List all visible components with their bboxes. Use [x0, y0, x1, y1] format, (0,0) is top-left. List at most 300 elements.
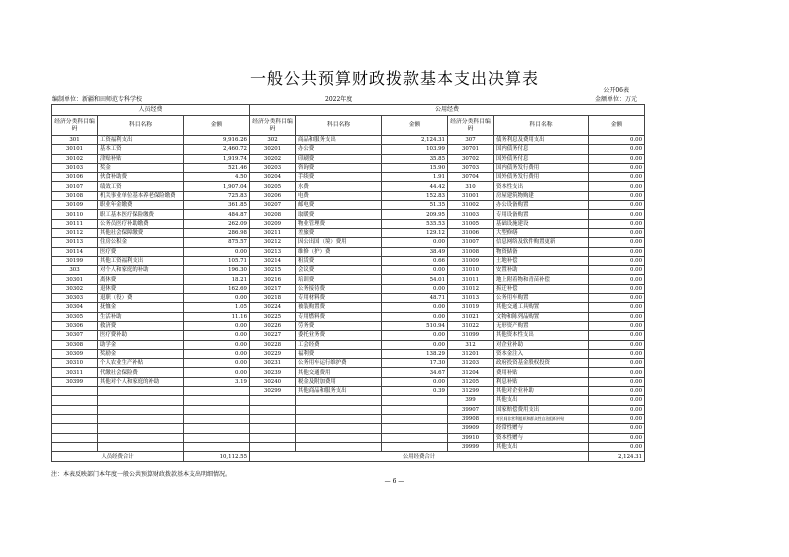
cell-amount: 1,919.74	[184, 154, 250, 163]
cell-amount: 0.00	[184, 331, 250, 340]
cell-code: 301	[52, 136, 98, 145]
cell-amount: 0.00	[589, 256, 645, 265]
expenditure-table	[51, 104, 645, 462]
cell-code: 31204	[448, 368, 494, 377]
cell-code: 39909	[448, 424, 494, 433]
cell-amount: 2,124.31	[382, 136, 448, 145]
cell-name: 退休费	[98, 284, 184, 293]
cell-amount: 18.21	[184, 275, 250, 284]
cell-code: 30113	[52, 238, 98, 247]
currency-unit: 金额单位：万元	[595, 96, 638, 103]
cell-amount: 0.00	[589, 210, 645, 219]
cell-name	[98, 396, 184, 405]
cell-amount: 44.42	[382, 182, 448, 191]
cell-amount	[184, 396, 250, 405]
table-row	[52, 414, 645, 423]
cell-name: 国外债务付息	[494, 154, 589, 163]
table-row	[52, 433, 645, 442]
cell-amount: 0.00	[589, 368, 645, 377]
cell-code: 30305	[52, 312, 98, 321]
cell-name: 其他社会保障缴费	[98, 228, 184, 237]
cell-amount	[382, 424, 448, 433]
cell-name: 电费	[296, 191, 382, 200]
cell-amount: 0.00	[589, 173, 645, 182]
cell-amount: 0.00	[589, 294, 645, 303]
cell-amount: 162.69	[184, 284, 250, 293]
cell-name: 土地补偿	[494, 256, 589, 265]
cell-code: 31201	[448, 349, 494, 358]
col-header-amount: 金额	[184, 116, 250, 136]
cell-name: 资本性赠与	[494, 433, 589, 442]
cell-amount: 11.16	[184, 312, 250, 321]
cell-code: 31002	[448, 201, 494, 210]
cell-amount: 0.00	[589, 191, 645, 200]
cell-name	[296, 396, 382, 405]
section-header-row	[52, 105, 645, 116]
cell-name: 基础设施建设	[494, 219, 589, 228]
report-title: 一般公共预算财政拨款基本支出决算表	[249, 69, 539, 88]
table-row	[52, 377, 645, 386]
table-row	[52, 294, 645, 303]
cell-amount: 0.00	[184, 340, 250, 349]
cell-name: 费用补贴	[494, 368, 589, 377]
cell-amount: 0.00	[382, 377, 448, 386]
cell-name: 文物和陈列品购置	[494, 312, 589, 321]
cell-code: 39908	[448, 414, 494, 423]
cell-name: 对民间非营利组织和群众性自治组织补贴	[494, 414, 589, 423]
cell-name: 安置补助	[494, 266, 589, 275]
cell-amount: 4.50	[184, 173, 250, 182]
cell-code: 30202	[250, 154, 296, 163]
cell-amount: 0.00	[589, 219, 645, 228]
cell-amount: 0.00	[589, 377, 645, 386]
cell-amount	[382, 433, 448, 442]
reporting-unit: 编制单位：新疆和田师范专科学校	[52, 96, 143, 103]
cell-code: 31012	[448, 284, 494, 293]
cell-code: 31008	[448, 247, 494, 256]
cell-code	[52, 414, 98, 423]
cell-amount: 0.00	[589, 359, 645, 368]
cell-code: 30301	[52, 275, 98, 284]
cell-code: 312	[448, 340, 494, 349]
cell-name: 个人农业生产补贴	[98, 359, 184, 368]
cell-code	[52, 442, 98, 451]
cell-code: 30231	[250, 359, 296, 368]
cell-name: 咨询费	[296, 163, 382, 172]
cell-name: 其他工资福利支出	[98, 256, 184, 265]
cell-code: 30112	[52, 228, 98, 237]
cell-amount: 0.00	[184, 247, 250, 256]
cell-name: 无形资产购置	[494, 321, 589, 330]
cell-code: 30110	[52, 210, 98, 219]
cell-code: 30308	[52, 340, 98, 349]
cell-code	[250, 405, 296, 414]
cell-name: 工会经费	[296, 340, 382, 349]
cell-code: 31001	[448, 191, 494, 200]
cell-code: 30216	[250, 275, 296, 284]
cell-amount: 3.19	[184, 377, 250, 386]
cell-name: 国内债务付息	[494, 145, 589, 154]
cell-code: 31022	[448, 321, 494, 330]
cell-amount: 51.35	[382, 201, 448, 210]
table-row	[52, 424, 645, 433]
cell-name	[98, 433, 184, 442]
cell-amount: 0.00	[589, 136, 645, 145]
cell-amount: 2,460.72	[184, 145, 250, 154]
col-header-code: 经济分类科目编码	[52, 116, 98, 136]
cell-code: 30217	[250, 284, 296, 293]
cell-code: 30107	[52, 182, 98, 191]
cell-name: 经常性赠与	[494, 424, 589, 433]
cell-name: 机关事业单位基本养老保险缴费	[98, 191, 184, 200]
cell-code: 30203	[250, 163, 296, 172]
cell-name: 租赁费	[296, 256, 382, 265]
cell-amount: 1,907.04	[184, 182, 250, 191]
cell-name: 对个人和家庭的补助	[98, 266, 184, 275]
cell-name: 办公费	[296, 145, 382, 154]
cell-amount: 262.09	[184, 219, 250, 228]
cell-name: 政府投资基金股权投资	[494, 359, 589, 368]
footnote: 注：本表反映部门本年度一般公共预算财政拨款基本支出明细情况。	[51, 471, 232, 478]
cell-amount: 0.00	[589, 424, 645, 433]
cell-name: 信息网络及软件购置更新	[494, 238, 589, 247]
col-header-amount: 金额	[589, 116, 645, 136]
personnel-section-title: 人员经费	[52, 105, 250, 116]
table-row	[52, 275, 645, 284]
table-row	[52, 396, 645, 405]
cell-name	[296, 414, 382, 423]
cell-name: 对企业补助	[494, 340, 589, 349]
cell-code: 30103	[52, 163, 98, 172]
cell-name: 抚恤金	[98, 303, 184, 312]
table-row	[52, 201, 645, 210]
cell-name: 委托业务费	[296, 331, 382, 340]
cell-code: 30101	[52, 145, 98, 154]
cell-amount: 196.30	[184, 266, 250, 275]
cell-code	[250, 433, 296, 442]
table-row	[52, 228, 645, 237]
cell-amount: 17.30	[382, 359, 448, 368]
cell-amount: 54.01	[382, 275, 448, 284]
cell-code	[52, 405, 98, 414]
cell-code: 30306	[52, 321, 98, 330]
table-row	[52, 219, 645, 228]
cell-name: 水费	[296, 182, 382, 191]
cell-name: 救济费	[98, 321, 184, 330]
cell-name: 国外债务发行费用	[494, 173, 589, 182]
cell-code: 39910	[448, 433, 494, 442]
cell-amount: 0.00	[184, 368, 250, 377]
cell-amount: 286.98	[184, 228, 250, 237]
cell-code: 31099	[448, 331, 494, 340]
cell-amount: 361.85	[184, 201, 250, 210]
cell-amount: 0.00	[382, 266, 448, 275]
cell-code: 31203	[448, 359, 494, 368]
cell-amount: 875.57	[184, 238, 250, 247]
cell-amount: 0.00	[382, 340, 448, 349]
cell-code: 30206	[250, 191, 296, 200]
cell-amount: 34.67	[382, 368, 448, 377]
cell-name: 商品和服务支出	[296, 136, 382, 145]
cell-amount: 0.00	[184, 359, 250, 368]
cell-name: 被装购置费	[296, 303, 382, 312]
cell-code	[52, 424, 98, 433]
col-header-code: 经济分类科目编码	[250, 116, 296, 136]
cell-code: 30228	[250, 340, 296, 349]
cell-code: 30240	[250, 377, 296, 386]
cell-code: 30108	[52, 191, 98, 200]
cell-amount: 0.00	[589, 405, 645, 414]
cell-code: 30225	[250, 312, 296, 321]
cell-amount: 0.00	[589, 228, 645, 237]
cell-amount	[184, 424, 250, 433]
cell-name: 维修（护）费	[296, 247, 382, 256]
cell-amount: 0.00	[589, 238, 645, 247]
table-row	[52, 191, 645, 200]
cell-name: 资本金注入	[494, 349, 589, 358]
cell-name: 其他交通工具购置	[494, 303, 589, 312]
table-row	[52, 405, 645, 414]
cell-code: 30311	[52, 368, 98, 377]
cell-name: 医疗费补助	[98, 331, 184, 340]
cell-amount: 0.00	[589, 201, 645, 210]
cell-name: 印刷费	[296, 154, 382, 163]
public-total-value: 2,124.31	[589, 452, 645, 462]
cell-code: 31006	[448, 228, 494, 237]
cell-amount: 0.00	[589, 312, 645, 321]
cell-code: 30309	[52, 349, 98, 358]
cell-code: 30214	[250, 256, 296, 265]
cell-amount: 0.00	[589, 340, 645, 349]
cell-name: 绩效工资	[98, 182, 184, 191]
cell-name: 劳务费	[296, 321, 382, 330]
cell-amount: 0.00	[589, 303, 645, 312]
cell-code: 30215	[250, 266, 296, 275]
cell-code: 30299	[250, 387, 296, 396]
cell-amount: 15.90	[382, 163, 448, 172]
cell-name: 其他支出	[494, 442, 589, 451]
cell-code: 30199	[52, 256, 98, 265]
cell-amount: 103.99	[382, 145, 448, 154]
cell-amount: 0.00	[382, 331, 448, 340]
cell-amount	[184, 442, 250, 451]
cell-amount: 0.00	[589, 284, 645, 293]
table-row	[52, 238, 645, 247]
cell-code	[250, 396, 296, 405]
cell-code: 31205	[448, 377, 494, 386]
cell-name: 公务员医疗补助缴费	[98, 219, 184, 228]
cell-name: 职工基本医疗保险缴费	[98, 210, 184, 219]
col-header-amount: 金额	[382, 116, 448, 136]
cell-amount: 48.71	[382, 294, 448, 303]
table-row	[52, 284, 645, 293]
table-row	[52, 173, 645, 182]
cell-name: 医疗费	[98, 247, 184, 256]
cell-name: 因公出国（境）费用	[296, 238, 382, 247]
cell-amount: 521.46	[184, 163, 250, 172]
cell-name	[98, 405, 184, 414]
cell-name: 助学金	[98, 340, 184, 349]
cell-code: 30211	[250, 228, 296, 237]
personnel-total-label: 人员经费合计	[52, 452, 184, 462]
cell-code: 310	[448, 182, 494, 191]
fiscal-year: 2022年度	[325, 96, 353, 103]
cell-code: 307	[448, 136, 494, 145]
cell-amount: 0.00	[382, 312, 448, 321]
cell-amount: 0.00	[589, 275, 645, 284]
page-number: — 6 —	[384, 478, 405, 485]
personnel-total-value: 10,112.55	[184, 452, 250, 462]
col-header-name: 科目名称	[494, 116, 589, 136]
cell-code: 30702	[448, 154, 494, 163]
cell-name: 物业管理费	[296, 219, 382, 228]
cell-code	[52, 433, 98, 442]
table-row	[52, 321, 645, 330]
cell-code: 30204	[250, 173, 296, 182]
cell-amount: 0.00	[589, 266, 645, 275]
table-row	[52, 154, 645, 163]
cell-name	[296, 405, 382, 414]
table-row	[52, 210, 645, 219]
cell-code	[52, 387, 98, 396]
cell-code	[52, 396, 98, 405]
table-row	[52, 136, 645, 145]
cell-name: 职业年金缴费	[98, 201, 184, 210]
table-row	[52, 312, 645, 321]
cell-name: 手续费	[296, 173, 382, 182]
cell-name: 其他对个人和家庭的补助	[98, 377, 184, 386]
table-row	[52, 331, 645, 340]
cell-amount: 484.87	[184, 210, 250, 219]
cell-code: 30310	[52, 359, 98, 368]
cell-name: 其他支出	[494, 396, 589, 405]
cell-name: 地上附着物和青苗补偿	[494, 275, 589, 284]
cell-amount: 0.00	[382, 284, 448, 293]
cell-amount: 0.00	[589, 387, 645, 396]
cell-amount: 0.00	[184, 321, 250, 330]
table-row	[52, 163, 645, 172]
cell-amount: 0.00	[184, 294, 250, 303]
cell-amount: 0.00	[589, 182, 645, 191]
cell-code: 30229	[250, 349, 296, 358]
cell-name: 其他对企业补助	[494, 387, 589, 396]
cell-name: 住房公积金	[98, 238, 184, 247]
table-row	[52, 349, 645, 358]
cell-amount	[382, 396, 448, 405]
cell-code: 31009	[448, 256, 494, 265]
table-row	[52, 359, 645, 368]
cell-code: 31019	[448, 303, 494, 312]
cell-amount: 0.00	[589, 247, 645, 256]
col-header-name: 科目名称	[296, 116, 382, 136]
cell-name: 税金及附加费用	[296, 377, 382, 386]
table-row	[52, 368, 645, 377]
cell-amount	[382, 414, 448, 423]
cell-code: 30239	[250, 368, 296, 377]
cell-amount: 129.12	[382, 228, 448, 237]
cell-code	[250, 424, 296, 433]
cell-name	[296, 424, 382, 433]
cell-amount	[184, 414, 250, 423]
cell-name: 公务用车购置	[494, 294, 589, 303]
cell-name: 奖金	[98, 163, 184, 172]
cell-code: 30205	[250, 182, 296, 191]
cell-amount: 0.00	[382, 303, 448, 312]
cell-code: 399	[448, 396, 494, 405]
cell-amount: 0.00	[589, 442, 645, 451]
cell-amount: 1.05	[184, 303, 250, 312]
cell-code: 30226	[250, 321, 296, 330]
totals-row	[52, 452, 645, 462]
public-section-title: 公用经费	[250, 105, 645, 116]
form-number: 公开06表	[603, 87, 629, 94]
cell-code: 39907	[448, 405, 494, 414]
cell-code: 31010	[448, 266, 494, 275]
table-row	[52, 340, 645, 349]
cell-code: 31007	[448, 238, 494, 247]
cell-amount: 1.91	[382, 173, 448, 182]
table-row	[52, 266, 645, 275]
cell-code: 30307	[52, 331, 98, 340]
cell-name: 基本工资	[98, 145, 184, 154]
cell-name	[98, 424, 184, 433]
cell-name: 大型修缮	[494, 228, 589, 237]
cell-name: 奖励金	[98, 349, 184, 358]
cell-name: 其他资本性支出	[494, 331, 589, 340]
cell-code: 30302	[52, 284, 98, 293]
cell-amount	[382, 405, 448, 414]
table-row	[52, 145, 645, 154]
cell-code: 30701	[448, 145, 494, 154]
cell-code: 30399	[52, 377, 98, 386]
cell-name	[296, 442, 382, 451]
cell-name: 拆迁补偿	[494, 284, 589, 293]
cell-amount: 0.39	[382, 387, 448, 396]
cell-code: 30207	[250, 201, 296, 210]
cell-code: 303	[52, 266, 98, 275]
cell-code: 30208	[250, 210, 296, 219]
table-row	[52, 182, 645, 191]
cell-name: 其他商品和服务支出	[296, 387, 382, 396]
cell-name: 福利费	[296, 349, 382, 358]
table-row	[52, 303, 645, 312]
cell-name: 差旅费	[296, 228, 382, 237]
cell-name: 国内债务发行费用	[494, 163, 589, 172]
cell-name: 资本性支出	[494, 182, 589, 191]
cell-name: 代缴社会保险费	[98, 368, 184, 377]
cell-code	[250, 414, 296, 423]
cell-code: 30102	[52, 154, 98, 163]
cell-name: 生活补助	[98, 312, 184, 321]
cell-code: 31005	[448, 219, 494, 228]
cell-amount: 0.00	[382, 238, 448, 247]
table-row	[52, 247, 645, 256]
cell-amount: 38.49	[382, 247, 448, 256]
cell-code: 30304	[52, 303, 98, 312]
cell-amount: 0.00	[589, 321, 645, 330]
cell-amount: 152.83	[382, 191, 448, 200]
cell-amount: 510.94	[382, 321, 448, 330]
cell-code: 30212	[250, 238, 296, 247]
cell-code: 30704	[448, 173, 494, 182]
cell-amount: 0.00	[589, 145, 645, 154]
cell-amount: 0.00	[589, 414, 645, 423]
cell-amount: 209.95	[382, 210, 448, 219]
cell-amount	[184, 405, 250, 414]
cell-name: 邮电费	[296, 201, 382, 210]
cell-code: 31003	[448, 210, 494, 219]
cell-amount: 725.83	[184, 191, 250, 200]
